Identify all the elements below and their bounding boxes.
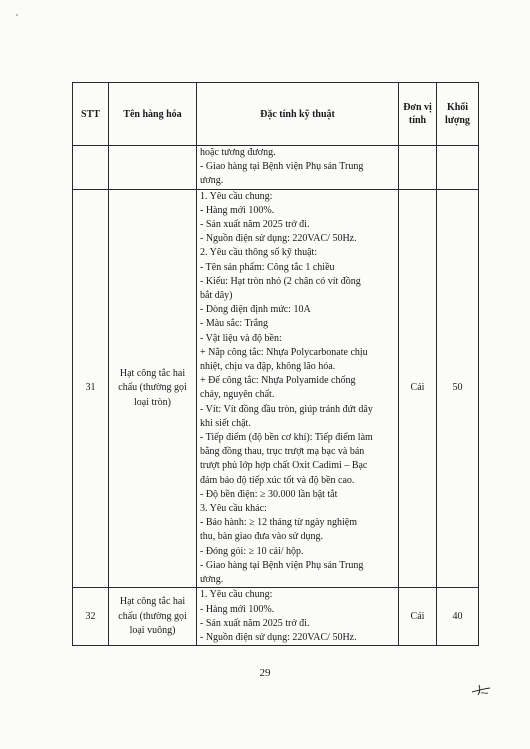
cell-technical-specs	[197, 189, 399, 588]
spec-line: - Vít: Vít đồng đầu tròn, giúp tránh đứt dây	[200, 403, 373, 415]
spec-line: cháy, nguyên chất.	[200, 389, 275, 401]
spec-line: nhiệt, chịu va đập, không lão hóa.	[200, 361, 336, 373]
table-row	[73, 189, 479, 588]
spec-line: - Nguồn điện sử dụng: 220VAC/ 50Hz.	[200, 233, 357, 245]
cell-stt: 31	[73, 189, 109, 588]
cell-quantity: 50	[437, 189, 479, 588]
spec-line: - Hàng mới 100%.	[200, 603, 275, 615]
spec-line: 2. Yêu cầu thông số kỹ thuật:	[200, 247, 318, 259]
table-row	[73, 146, 479, 190]
spec-line: hoặc tương đương.	[200, 147, 276, 158]
header-quantity: Khối lượng	[437, 83, 479, 146]
spec-line: bằng đồng thau, trục trượt mạ bạc và bán	[200, 446, 365, 458]
spec-line: - Nguồn điện sử dụng: 220VAC/ 50Hz.	[200, 631, 357, 643]
header-technical-specs: Đặc tính kỹ thuật	[197, 83, 399, 146]
cell-item-name	[109, 146, 197, 190]
spec-line: - Dòng điện định mức: 10A	[200, 304, 311, 316]
spec-line: - Sản xuất năm 2025 trở đi.	[200, 219, 310, 231]
spec-line: khi siết chặt.	[200, 417, 251, 429]
header-stt: STT	[73, 83, 109, 146]
spec-line: trượt phủ lớp hợp chất Oxit Cadimi – Bạc	[200, 460, 368, 472]
spec-line: - Màu sắc: Trắng	[200, 318, 269, 330]
cell-quantity: 40	[437, 588, 479, 646]
spec-line: - Tiếp điểm (độ bền cơ khí): Tiếp điểm làm	[200, 432, 373, 444]
cell-quantity	[437, 146, 479, 190]
spec-line: đảm bảo độ tiếp xúc tốt và độ bền cao.	[200, 474, 355, 486]
spec-line: - Kiểu: Hạt tròn nhỏ (2 chân có vít đồng	[200, 275, 361, 287]
cell-technical-specs	[197, 588, 399, 646]
spec-line: bắt dây)	[200, 290, 233, 302]
spec-line: - Giao hàng tại Bệnh viện Phụ sản Trung	[200, 161, 364, 173]
spec-line: 1. Yêu cầu chung:	[200, 589, 273, 601]
spec-line: ương.	[200, 175, 224, 187]
spec-line: - Sản xuất năm 2025 trở đi.	[200, 617, 310, 629]
cell-item-name: Hạt công tắc hai chấu (thường gọi loại tròn)	[109, 189, 197, 588]
cell-unit	[399, 146, 437, 190]
table-body	[73, 146, 479, 646]
spec-line: 1. Yêu cầu chung:	[200, 190, 273, 202]
cell-unit: Cái	[399, 189, 437, 588]
initials-signature	[470, 683, 492, 697]
spec-line: + Đế công tắc: Nhựa Polyamide chống	[200, 375, 356, 387]
spec-line: thu, bàn giao đưa vào sử dụng.	[200, 531, 324, 543]
cell-technical-specs	[197, 146, 399, 190]
spec-line: 3. Yêu cầu khác:	[200, 503, 267, 515]
cell-unit: Cái	[399, 588, 437, 646]
spec-line: - Tên sản phẩm: Công tắc 1 chiều	[200, 261, 335, 273]
table-header-row	[73, 83, 479, 146]
spec-line: ương.	[200, 574, 224, 586]
spec-line: - Bảo hành: ≥ 12 tháng từ ngày nghiệm	[200, 517, 357, 529]
cell-item-name: Hạt công tắc hai chấu (thường gọi loại vuông)	[109, 588, 197, 646]
header-item-name: Tên hàng hóa	[109, 83, 197, 146]
spec-line: + Nắp công tắc: Nhựa Polycarbonate chịu	[200, 346, 368, 358]
header-unit: Đơn vị tính	[399, 83, 437, 146]
table-row	[73, 588, 479, 646]
spec-line: - Đóng gói: ≥ 10 cái/ hộp.	[200, 545, 304, 557]
goods-spec-table	[72, 82, 479, 646]
scan-mark	[14, 12, 20, 18]
page-number: 29	[259, 667, 271, 679]
spec-line: - Vật liệu và độ bền:	[200, 332, 282, 344]
cell-stt: 32	[73, 588, 109, 646]
spec-line: - Hàng mới 100%.	[200, 204, 275, 216]
spec-line: - Độ bền điện: ≥ 30.000 lần bật tắt	[200, 488, 338, 500]
cell-stt	[73, 146, 109, 190]
spec-line: - Giao hàng tại Bệnh viện Phụ sản Trung	[200, 559, 364, 571]
